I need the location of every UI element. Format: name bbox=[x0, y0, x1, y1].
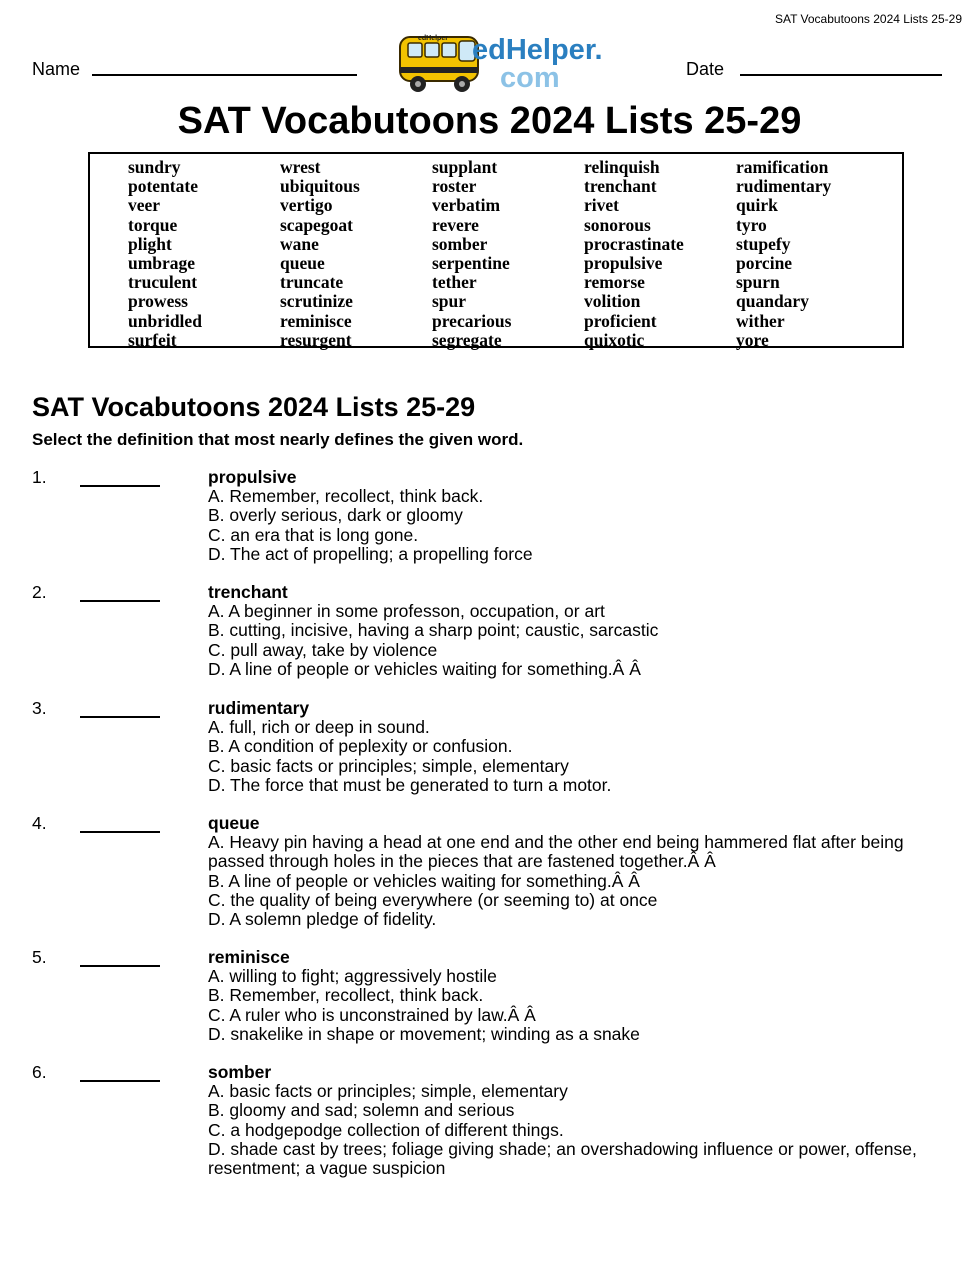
word-bank-column-2 bbox=[280, 158, 360, 350]
answer-option: C. basic facts or principles; simple, elementary bbox=[208, 755, 569, 776]
answer-option: A. Remember, recollect, think back. bbox=[208, 486, 484, 507]
answer-option: B. cutting, incisive, having a sharp point; caustic, sarcastic bbox=[208, 620, 659, 641]
word-bank-item: porcine bbox=[736, 252, 793, 273]
answer-option: A. full, rich or deep in sound. bbox=[208, 717, 430, 738]
word-bank-item: precarious bbox=[432, 310, 512, 331]
word-bank-item: serpentine bbox=[432, 252, 510, 273]
answer-option: A. basic facts or principles; simple, elementary bbox=[208, 1081, 568, 1102]
word-bank-item: propulsive bbox=[584, 252, 663, 273]
answer-option: A. willing to fight; aggressively hostile bbox=[208, 966, 497, 987]
word-bank-item: scrutinize bbox=[280, 291, 353, 312]
word-bank-item: yore bbox=[736, 329, 769, 350]
running-header: SAT Vocabutoons 2024 Lists 25-29 bbox=[774, 12, 962, 26]
word-bank-item: truncate bbox=[280, 272, 344, 293]
word-bank-item: resurgent bbox=[280, 329, 352, 350]
word-bank-item: quandary bbox=[736, 291, 809, 312]
question-number: 6. bbox=[32, 1062, 47, 1082]
word-bank-item: surfeit bbox=[128, 329, 177, 350]
answer-option: B. overly serious, dark or gloomy bbox=[208, 505, 463, 526]
word-bank-item: tether bbox=[432, 272, 477, 293]
question-word: somber bbox=[208, 1062, 272, 1082]
word-bank-item: revere bbox=[432, 214, 479, 235]
word-bank-item: quirk bbox=[736, 195, 778, 216]
section-title: SAT Vocabutoons 2024 Lists 25-29 bbox=[32, 392, 476, 422]
word-bank-item: rivet bbox=[584, 195, 619, 216]
word-bank-item: volition bbox=[584, 291, 641, 312]
answer-blank[interactable] bbox=[80, 1080, 160, 1082]
answer-option: C. the quality of being everywhere (or seeming to) at once bbox=[208, 889, 658, 910]
name-label: Name bbox=[32, 59, 81, 79]
question-word: rudimentary bbox=[208, 698, 310, 718]
word-bank-item: relinquish bbox=[584, 157, 660, 177]
word-bank-item: wither bbox=[736, 310, 785, 331]
word-bank-item: unbridled bbox=[128, 310, 202, 331]
logo-text-top: edHelper. bbox=[472, 34, 603, 66]
answer-option: B. A line of people or vehicles waiting for something.Â Â bbox=[208, 870, 640, 891]
word-bank-item: wane bbox=[280, 233, 319, 254]
question-word: trenchant bbox=[208, 582, 288, 602]
answer-option: C. an era that is long gone. bbox=[208, 524, 419, 545]
word-bank-item: somber bbox=[432, 233, 488, 254]
logo-text-bottom: com bbox=[500, 62, 560, 94]
question-number: 5. bbox=[32, 947, 47, 967]
answer-option: B. gloomy and sad; solemn and serious bbox=[208, 1100, 515, 1121]
question-body bbox=[208, 699, 933, 795]
answer-option: D. A solemn pledge of fidelity. bbox=[208, 909, 437, 930]
word-bank-item: truculent bbox=[128, 272, 198, 293]
answer-option: A. Heavy pin having a head at one end and the other end being hammered flat after being passed through holes in the pieces that are fastened together.Â Â bbox=[208, 832, 904, 872]
answer-option: B. Remember, recollect, think back. bbox=[208, 985, 484, 1006]
word-bank-item: stupefy bbox=[736, 233, 791, 254]
answer-blank[interactable] bbox=[80, 485, 160, 487]
word-bank-item: quixotic bbox=[584, 329, 645, 350]
logo-bus-text: edHelper bbox=[418, 35, 448, 42]
word-bank-item: remorse bbox=[584, 272, 645, 293]
answer-option: C. a hodgepodge collection of different things. bbox=[208, 1119, 564, 1140]
answer-option: A. A beginner in some professon, occupation, or art bbox=[208, 601, 605, 622]
word-bank-item: sonorous bbox=[584, 214, 651, 235]
word-bank-item: plight bbox=[128, 233, 172, 254]
word-bank-item: verbatim bbox=[432, 195, 501, 216]
question-body bbox=[208, 468, 933, 564]
instructions: Select the definition that most nearly defines the given word. bbox=[32, 430, 524, 449]
word-bank-item: spur bbox=[432, 291, 467, 312]
answer-blank[interactable] bbox=[80, 600, 160, 602]
word-bank-item: umbrage bbox=[128, 252, 196, 273]
question-number: 3. bbox=[32, 698, 47, 718]
answer-option: D. A line of people or vehicles waiting for something.Â Â bbox=[208, 658, 641, 679]
question-body bbox=[208, 948, 933, 1044]
answer-option: D. The force that must be generated to turn a motor. bbox=[208, 774, 612, 795]
word-bank-item: segregate bbox=[432, 329, 502, 350]
answer-option: D. shade cast by trees; foliage giving shade; an overshadowing influence or power, offense, resentment; a vague suspicion bbox=[208, 1138, 917, 1179]
question-number: 4. bbox=[32, 813, 47, 833]
word-bank bbox=[88, 152, 904, 348]
answer-blank[interactable] bbox=[80, 716, 160, 718]
word-bank-item: torque bbox=[128, 214, 178, 235]
word-bank-item: spurn bbox=[736, 272, 780, 293]
word-bank-item: reminisce bbox=[280, 310, 352, 331]
word-bank-item: supplant bbox=[432, 157, 498, 177]
word-bank-item: roster bbox=[432, 176, 477, 197]
question-number: 2. bbox=[32, 582, 47, 602]
name-field[interactable] bbox=[92, 74, 357, 76]
question-word: reminisce bbox=[208, 947, 290, 967]
answer-option: D. snakelike in shape or movement; winding as a snake bbox=[208, 1023, 640, 1044]
question-word: queue bbox=[208, 813, 260, 833]
question-body bbox=[208, 814, 933, 929]
word-bank-item: procrastinate bbox=[584, 233, 684, 254]
word-bank-item: veer bbox=[128, 195, 161, 216]
question-word: propulsive bbox=[208, 467, 297, 487]
word-bank-item: vertigo bbox=[280, 195, 333, 216]
word-bank-item: proficient bbox=[584, 310, 657, 331]
answer-blank[interactable] bbox=[80, 965, 160, 967]
word-bank-column-4 bbox=[584, 158, 684, 350]
word-bank-item: scapegoat bbox=[280, 214, 353, 235]
page-title: SAT Vocabutoons 2024 Lists 25-29 bbox=[177, 100, 802, 142]
edhelper-logo bbox=[396, 27, 603, 95]
answer-option: C. pull away, take by violence bbox=[208, 639, 438, 660]
word-bank-item: tyro bbox=[736, 214, 767, 235]
question-number: 1. bbox=[32, 467, 47, 487]
answer-option: D. The act of propelling; a propelling force bbox=[208, 543, 533, 564]
date-label: Date bbox=[686, 59, 725, 79]
word-bank-item: trenchant bbox=[584, 176, 657, 197]
word-bank-item: ubiquitous bbox=[280, 176, 360, 197]
date-field[interactable] bbox=[740, 74, 942, 76]
word-bank-item: prowess bbox=[128, 291, 188, 312]
word-bank-column-3 bbox=[432, 158, 511, 350]
word-bank-item: wrest bbox=[280, 157, 321, 177]
answer-option: B. A condition of peplexity or confusion. bbox=[208, 736, 513, 757]
word-bank-item: queue bbox=[280, 252, 325, 273]
word-bank-item: sundry bbox=[128, 157, 181, 177]
word-bank-item: ramification bbox=[736, 157, 829, 177]
word-bank-column-1 bbox=[128, 158, 202, 350]
word-bank-column-5 bbox=[736, 158, 831, 350]
word-bank-item: potentate bbox=[128, 176, 198, 197]
question-body bbox=[208, 1063, 933, 1178]
answer-option: C. A ruler who is unconstrained by law.Â Â bbox=[208, 1004, 536, 1025]
answer-blank[interactable] bbox=[80, 831, 160, 833]
question-body bbox=[208, 583, 933, 679]
word-bank-item: rudimentary bbox=[736, 176, 832, 197]
